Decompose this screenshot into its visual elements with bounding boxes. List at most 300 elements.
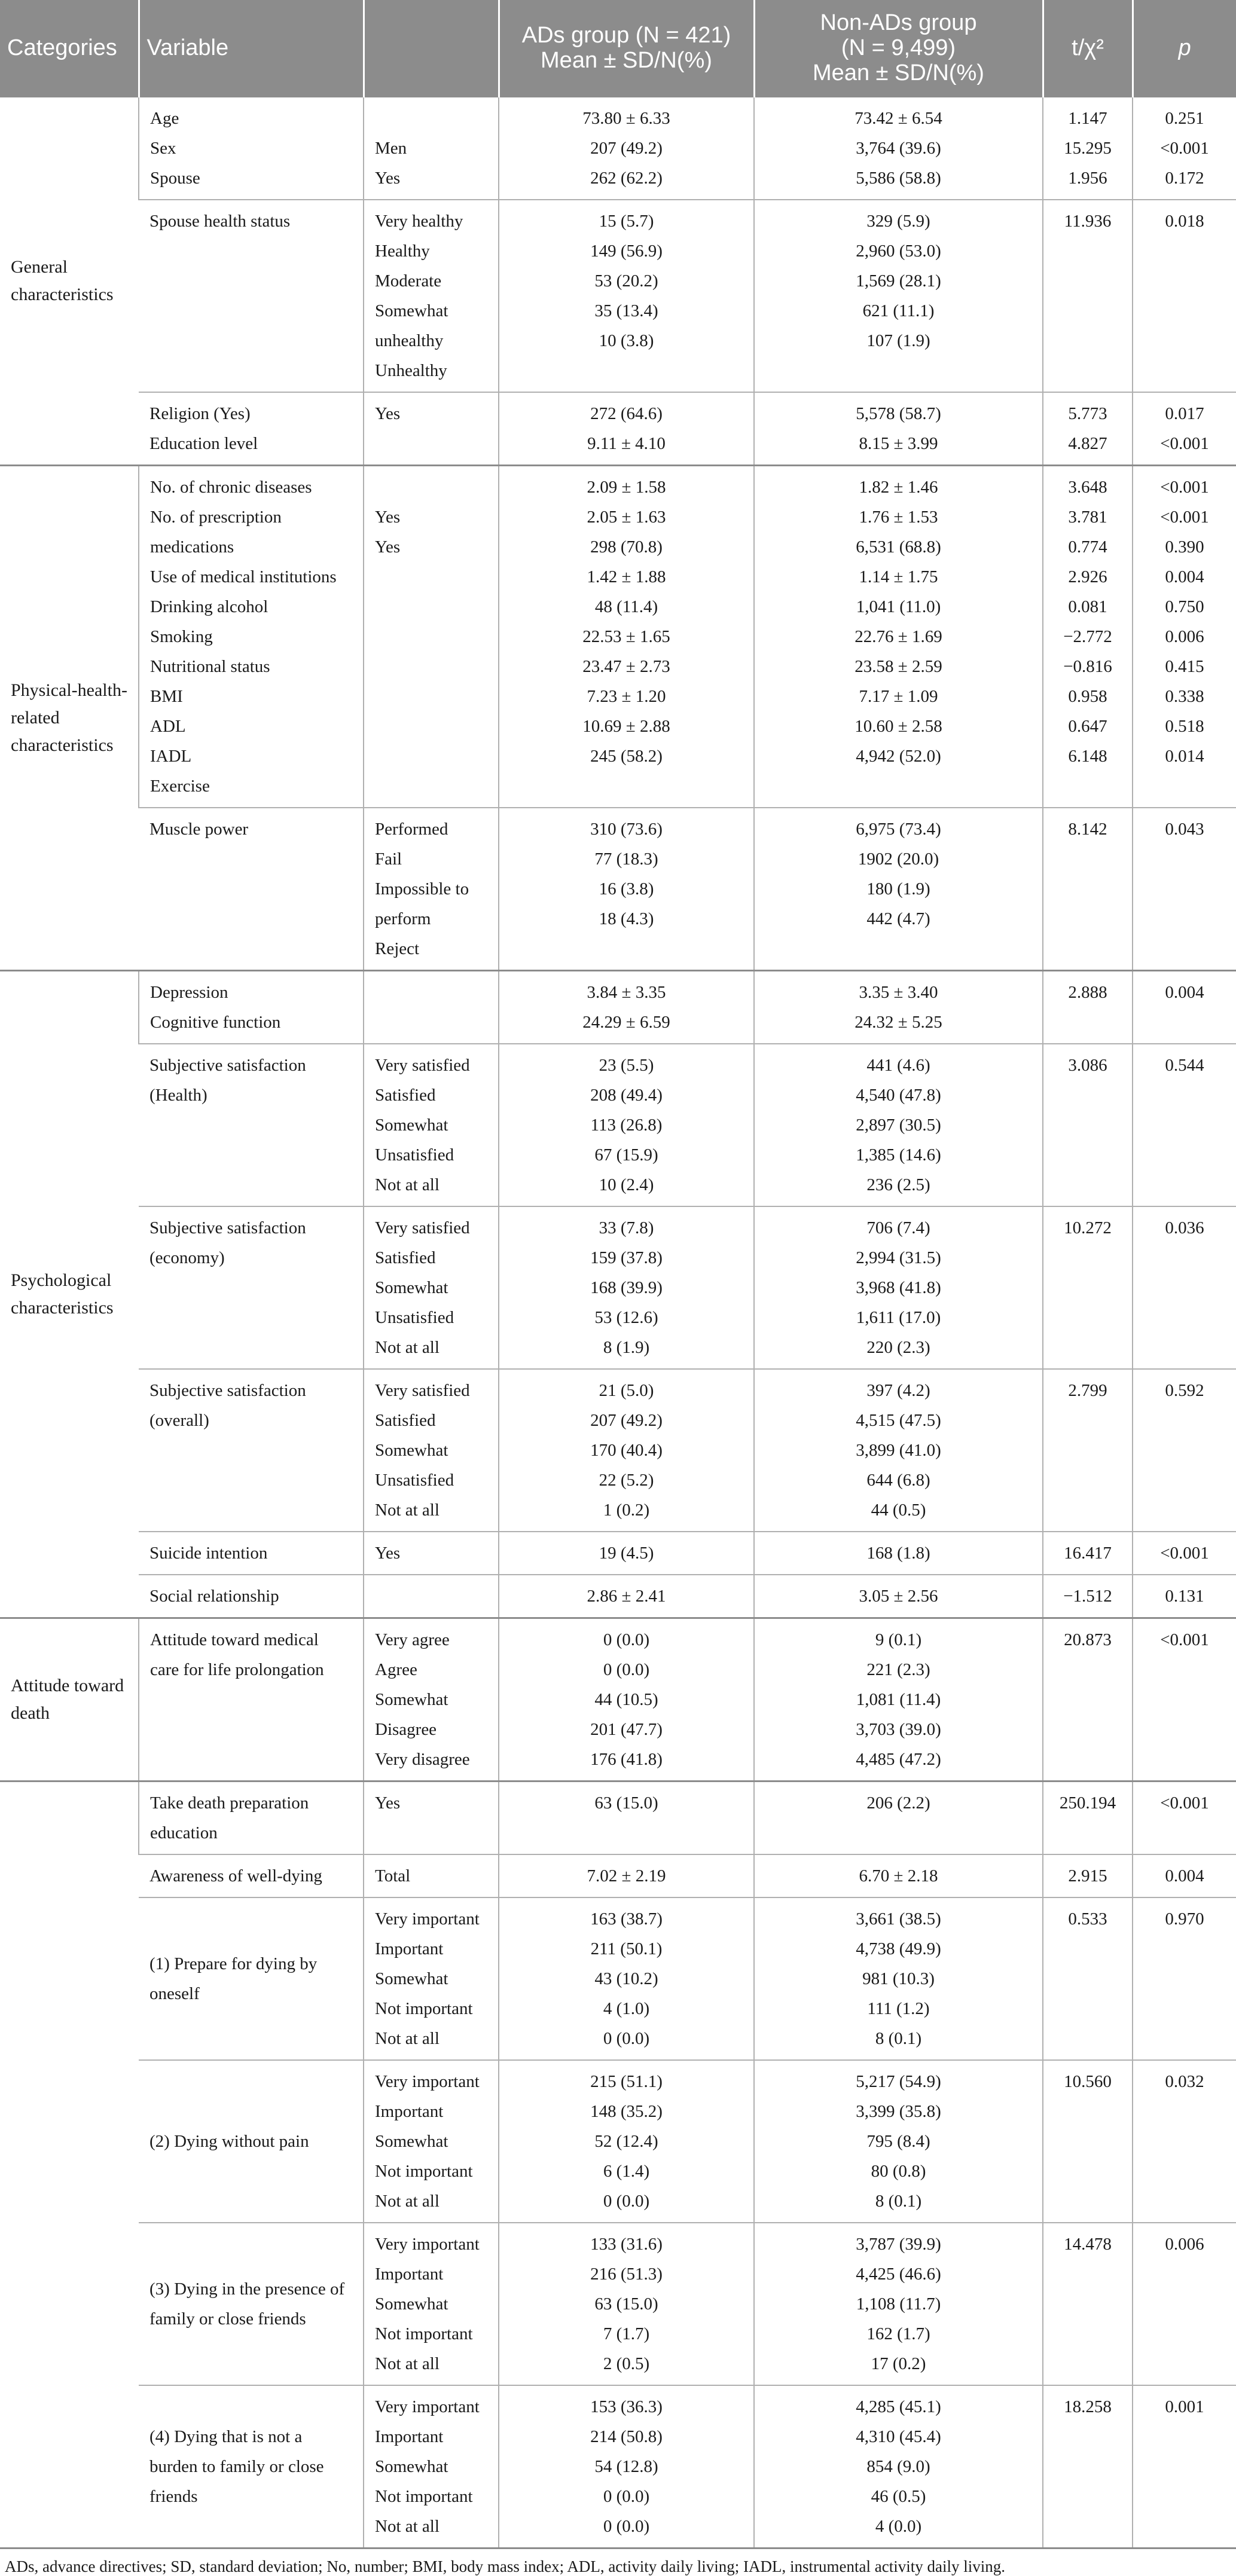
p-value-cell-line bbox=[1144, 771, 1225, 801]
category-cell: Attitude toward death bbox=[0, 1618, 139, 1781]
statistic-cell-line: 1.147 bbox=[1068, 109, 1107, 128]
ads-value-cell bbox=[499, 1206, 754, 1369]
non-ads-value-cell-line: 8 (0.1) bbox=[875, 2029, 922, 2048]
p-value-cell-line: 0.251 bbox=[1165, 109, 1204, 128]
ads-value-cell-line: 176 (41.8) bbox=[590, 1750, 663, 1769]
non-ads-value-cell-line: 4,738 (49.9) bbox=[856, 1939, 941, 1958]
statistic-cell-line: 0.774 bbox=[1068, 537, 1107, 557]
table-row bbox=[0, 1532, 1236, 1575]
p-value-cell bbox=[1133, 1575, 1236, 1618]
non-ads-value-cell bbox=[754, 1206, 1043, 1369]
sub-level-cell bbox=[364, 2385, 499, 2547]
variable-cell-line: (4) Dying that is not a bbox=[149, 2427, 303, 2446]
sub-level-cell bbox=[364, 971, 499, 1044]
sub-level-cell bbox=[364, 1532, 499, 1575]
variable-cell-line: Subjective satisfaction bbox=[149, 1218, 306, 1237]
p-value-cell-line: 0.014 bbox=[1165, 747, 1204, 766]
non-ads-value-cell bbox=[754, 1897, 1043, 2060]
ads-value-cell-line: 0 (0.0) bbox=[603, 2517, 650, 2536]
header-variable: Variable bbox=[139, 0, 364, 97]
p-value-cell-line: 0.004 bbox=[1165, 567, 1204, 586]
ads-value-cell-line: 1 (0.2) bbox=[603, 1501, 650, 1520]
ads-value-cell-line: 262 (62.2) bbox=[590, 169, 663, 188]
variable-cell-line: Subjective satisfaction bbox=[149, 1056, 306, 1075]
category-cell: Psychological characteristics bbox=[0, 971, 139, 1618]
sub-level-cell-line: Somewhat bbox=[375, 1278, 448, 1297]
sub-level-cell-line: Not important bbox=[375, 2487, 473, 2506]
ads-value-cell-line bbox=[510, 356, 743, 386]
p-value-cell bbox=[1133, 1781, 1236, 1855]
statistic-cell-line: 10.272 bbox=[1064, 1218, 1112, 1237]
ads-value-cell-line: 22.53 ± 1.65 bbox=[582, 627, 670, 646]
p-value-cell bbox=[1133, 1044, 1236, 1206]
p-value-cell-line bbox=[1144, 1007, 1225, 1037]
ads-value-cell-line: 215 (51.1) bbox=[590, 2072, 663, 2091]
non-ads-value-cell-line: 329 (5.9) bbox=[866, 212, 930, 231]
non-ads-value-cell-line: 3,703 (39.0) bbox=[856, 1720, 941, 1739]
ads-value-cell-line: 0 (0.0) bbox=[603, 2029, 650, 2048]
variable-cell-line: Sex bbox=[150, 139, 176, 158]
sub-level-cell-line bbox=[375, 622, 487, 652]
sub-level-cell-line: Not important bbox=[375, 1999, 473, 2018]
table-row bbox=[0, 466, 1236, 808]
variable-cell-line: (Health) bbox=[149, 1086, 207, 1105]
statistic-cell-line: 2.915 bbox=[1068, 1866, 1107, 1886]
variable-cell-line: friends bbox=[149, 2487, 198, 2506]
p-value-cell-line: 0.338 bbox=[1165, 687, 1204, 706]
statistic-cell bbox=[1043, 808, 1133, 971]
non-ads-value-cell-line: 46 (0.5) bbox=[871, 2487, 926, 2506]
non-ads-value-cell-line: 24.32 ± 5.25 bbox=[854, 1013, 942, 1032]
p-value-cell bbox=[1133, 1618, 1236, 1781]
p-value-cell bbox=[1133, 97, 1236, 200]
statistic-cell-line: 6.148 bbox=[1068, 747, 1107, 766]
variable-cell-line: Spouse health status bbox=[149, 212, 291, 231]
sub-level-cell-line: Not important bbox=[375, 2162, 473, 2181]
variable-cell bbox=[139, 808, 364, 971]
ads-value-cell-line: 18 (4.3) bbox=[599, 909, 654, 928]
variable-cell-line: Social relationship bbox=[149, 1587, 279, 1606]
sub-level-cell-line: Very disagree bbox=[375, 1750, 470, 1769]
p-value-cell bbox=[1133, 200, 1236, 392]
variable-cell bbox=[139, 200, 364, 392]
sub-level-cell bbox=[364, 200, 499, 392]
ads-value-cell-line: 207 (49.2) bbox=[590, 1411, 663, 1430]
non-ads-value-cell bbox=[754, 1044, 1043, 1206]
variable-cell bbox=[139, 1206, 364, 1369]
ads-value-cell-line: 1.42 ± 1.88 bbox=[587, 567, 666, 586]
table-row bbox=[0, 1618, 1236, 1781]
variable-cell bbox=[139, 1369, 364, 1532]
sub-level-cell-line: Unsatisfied bbox=[375, 1308, 454, 1327]
ads-value-cell-line: 9.11 ± 4.10 bbox=[587, 434, 666, 453]
ads-value-cell-line: 73.80 ± 6.33 bbox=[582, 109, 670, 128]
ads-value-cell-line: 3.84 ± 3.35 bbox=[587, 983, 666, 1002]
sub-level-cell bbox=[364, 1897, 499, 2060]
non-ads-value-cell bbox=[754, 2060, 1043, 2223]
statistic-cell-line: 16.417 bbox=[1064, 1544, 1112, 1563]
non-ads-value-cell-line: 644 (6.8) bbox=[866, 1471, 930, 1490]
sub-level-cell-line: Very important bbox=[375, 1909, 480, 1929]
non-ads-value-cell-line: 1.14 ± 1.75 bbox=[859, 567, 938, 586]
table-row bbox=[0, 97, 1236, 200]
sub-level-cell-line: Total bbox=[375, 1866, 411, 1886]
ads-value-cell-line: 54 (12.8) bbox=[594, 2457, 658, 2476]
sub-level-cell-line: Unsatisfied bbox=[375, 1471, 454, 1490]
sub-level-cell-spacer bbox=[375, 1818, 487, 1848]
sub-level-cell-line: Reject bbox=[375, 939, 420, 958]
header-categories: Categories bbox=[0, 0, 139, 97]
statistic-cell-line: 14.478 bbox=[1064, 2235, 1112, 2254]
ads-value-cell bbox=[499, 1044, 754, 1206]
non-ads-value-cell-line: 4,515 (47.5) bbox=[856, 1411, 941, 1430]
non-ads-value-cell-line: 8 (0.1) bbox=[875, 2192, 922, 2211]
variable-cell-line: care for life prolongation bbox=[150, 1660, 324, 1679]
non-ads-value-cell-line: 206 (2.2) bbox=[866, 1793, 930, 1813]
ads-value-cell-line: 2.86 ± 2.41 bbox=[587, 1587, 666, 1606]
sub-level-cell-line: Impossible to bbox=[375, 879, 469, 899]
non-ads-value-cell-line: 162 (1.7) bbox=[866, 2324, 930, 2343]
non-ads-value-cell-line: 441 (4.6) bbox=[866, 1056, 930, 1075]
sub-level-cell-line: Disagree bbox=[375, 1720, 437, 1739]
non-ads-value-cell-line: 397 (4.2) bbox=[866, 1381, 930, 1400]
ads-value-cell-line: 23 (5.5) bbox=[599, 1056, 654, 1075]
ads-value-cell-line: 310 (73.6) bbox=[590, 820, 663, 839]
statistic-cell-line: 3.781 bbox=[1068, 508, 1107, 527]
sub-level-cell-line bbox=[375, 562, 487, 592]
non-ads-value-cell-line: 4,540 (47.8) bbox=[856, 1086, 941, 1105]
sub-level-cell-line: Healthy bbox=[375, 242, 430, 261]
p-value-cell-line: <0.001 bbox=[1160, 139, 1209, 158]
p-value-cell bbox=[1133, 2060, 1236, 2223]
statistic-cell bbox=[1043, 1618, 1133, 1781]
ads-value-cell-line: 113 (26.8) bbox=[590, 1116, 663, 1135]
ads-value-cell-line: 10.69 ± 2.88 bbox=[582, 717, 670, 736]
ads-value-cell-line: 16 (3.8) bbox=[599, 879, 654, 899]
variable-cell-line: (overall) bbox=[149, 1411, 209, 1430]
sub-level-cell-line: Yes bbox=[375, 508, 401, 527]
sub-level-cell bbox=[364, 97, 499, 200]
non-ads-value-cell-line: 3,399 (35.8) bbox=[856, 2102, 941, 2121]
statistic-cell bbox=[1043, 200, 1133, 392]
non-ads-value-cell bbox=[754, 808, 1043, 971]
non-ads-value-cell bbox=[754, 200, 1043, 392]
ads-value-cell-line: 0 (0.0) bbox=[603, 1630, 650, 1649]
non-ads-value-cell-line: 8.15 ± 3.99 bbox=[859, 434, 938, 453]
statistic-cell-line: 5.773 bbox=[1068, 404, 1107, 423]
variable-cell-line: Spouse bbox=[150, 169, 200, 188]
ads-value-cell-line: 153 (36.3) bbox=[590, 2397, 663, 2416]
non-ads-value-cell-line: 9 (0.1) bbox=[875, 1630, 922, 1649]
statistic-cell-line: 1.956 bbox=[1068, 169, 1107, 188]
ads-value-cell-line: 245 (58.2) bbox=[590, 747, 663, 766]
non-ads-value-cell-line: 1,081 (11.4) bbox=[856, 1690, 941, 1709]
variable-cell bbox=[139, 1897, 364, 2060]
variable-cell-line: burden to family or close bbox=[149, 2457, 324, 2476]
ads-value-cell-line: 19 (4.5) bbox=[599, 1544, 654, 1563]
non-ads-value-cell-line: 706 (7.4) bbox=[866, 1218, 930, 1237]
sub-level-cell-line: Very healthy bbox=[375, 212, 463, 231]
statistic-cell-line: 0.081 bbox=[1068, 597, 1107, 616]
non-ads-value-cell-line: 180 (1.9) bbox=[866, 879, 930, 899]
sub-level-cell-line: Very important bbox=[375, 2397, 480, 2416]
non-ads-value-cell-line: 5,586 (58.8) bbox=[856, 169, 941, 188]
non-ads-value-cell bbox=[754, 2385, 1043, 2547]
ads-value-cell-line: 208 (49.4) bbox=[590, 1086, 663, 1105]
p-value-cell-line: 0.415 bbox=[1165, 657, 1204, 676]
variable-cell bbox=[139, 1781, 364, 1855]
statistic-cell bbox=[1043, 2385, 1133, 2547]
non-ads-value-cell-line: 44 (0.5) bbox=[871, 1501, 926, 1520]
variable-cell bbox=[139, 1854, 364, 1897]
non-ads-value-cell bbox=[754, 1575, 1043, 1618]
header-p-value: p bbox=[1133, 0, 1236, 97]
variable-cell-line: family or close friends bbox=[149, 2309, 306, 2329]
category-cell bbox=[0, 1781, 139, 2548]
non-ads-value-cell bbox=[754, 1781, 1043, 1855]
sub-level-cell-line: unhealthy bbox=[375, 331, 444, 350]
table-row bbox=[0, 2060, 1236, 2223]
ads-value-cell-line: 148 (35.2) bbox=[590, 2102, 663, 2121]
sub-level-cell-line: Important bbox=[375, 1939, 444, 1958]
variable-cell-line: Cognitive function bbox=[150, 1013, 281, 1032]
statistic-cell-line: 250.194 bbox=[1059, 1793, 1116, 1813]
p-value-cell-line: 0.390 bbox=[1165, 537, 1204, 557]
statistic-cell-line: 8.142 bbox=[1068, 820, 1107, 839]
sub-level-cell-line: Somewhat bbox=[375, 1441, 448, 1460]
p-value-cell-line: 0.970 bbox=[1165, 1909, 1204, 1929]
non-ads-value-cell-line: 1902 (20.0) bbox=[857, 850, 939, 869]
statistic-cell-line bbox=[1054, 1007, 1121, 1037]
ads-value-cell-line: 2 (0.5) bbox=[603, 2354, 650, 2373]
variable-cell bbox=[139, 392, 364, 466]
statistic-cell-line: −2.772 bbox=[1063, 627, 1112, 646]
ads-value-cell-line: 6 (1.4) bbox=[603, 2162, 650, 2181]
sub-level-cell bbox=[364, 1044, 499, 1206]
table-row bbox=[0, 1369, 1236, 1532]
ads-value-cell-line: 2.09 ± 1.58 bbox=[587, 478, 666, 497]
ads-value-cell bbox=[499, 97, 754, 200]
sub-level-cell-line: Yes bbox=[375, 1793, 401, 1813]
p-value-cell-line: 0.001 bbox=[1165, 2397, 1204, 2416]
ads-value-cell bbox=[499, 1532, 754, 1575]
non-ads-value-cell-line: 854 (9.0) bbox=[866, 2457, 930, 2476]
statistic-cell bbox=[1043, 1897, 1133, 2060]
non-ads-value-cell bbox=[754, 97, 1043, 200]
non-ads-value-cell-line: 3,899 (41.0) bbox=[856, 1441, 941, 1460]
statistic-cell bbox=[1043, 1575, 1133, 1618]
non-ads-value-cell-line: 5,217 (54.9) bbox=[856, 2072, 941, 2091]
statistic-cell-line bbox=[1054, 771, 1121, 801]
header-row bbox=[0, 0, 1236, 97]
p-value-cell-line: 0.043 bbox=[1165, 820, 1204, 839]
sub-level-cell-line bbox=[375, 711, 487, 741]
sub-level-cell-line: Very important bbox=[375, 2072, 480, 2091]
sub-level-cell-line: Important bbox=[375, 2427, 444, 2446]
non-ads-value-cell bbox=[754, 1854, 1043, 1897]
sub-level-cell-line: Important bbox=[375, 2265, 444, 2284]
statistic-cell-line: 10.560 bbox=[1064, 2072, 1112, 2091]
non-ads-value-cell-line: 2,897 (30.5) bbox=[856, 1116, 941, 1135]
non-ads-value-cell-line: 1.76 ± 1.53 bbox=[859, 508, 938, 527]
statistic-cell-line: 15.295 bbox=[1064, 139, 1112, 158]
non-ads-value-cell-line: 3,661 (38.5) bbox=[856, 1909, 941, 1929]
sub-level-cell-line: Somewhat bbox=[375, 2294, 448, 2314]
variable-cell-line: Nutritional status bbox=[150, 657, 270, 676]
ads-value-cell-line: 0 (0.0) bbox=[603, 1660, 650, 1679]
non-ads-value-cell-line: 6,975 (73.4) bbox=[856, 820, 941, 839]
ads-value-cell bbox=[499, 466, 754, 808]
p-value-cell bbox=[1133, 1897, 1236, 2060]
p-value-cell bbox=[1133, 1206, 1236, 1369]
table-row bbox=[0, 200, 1236, 392]
variable-cell-line: BMI bbox=[150, 687, 183, 706]
header-sub bbox=[364, 0, 499, 97]
p-value-cell bbox=[1133, 466, 1236, 808]
non-ads-value-cell-line: 1,385 (14.6) bbox=[856, 1145, 941, 1165]
non-ads-value-cell-line: 1,569 (28.1) bbox=[856, 271, 941, 291]
non-ads-value-cell-line: 2,960 (53.0) bbox=[856, 242, 941, 261]
non-ads-value-cell-line: 3,968 (41.8) bbox=[856, 1278, 941, 1297]
variable-cell-line: Smoking bbox=[150, 627, 213, 646]
sub-level-cell-line: Agree bbox=[375, 1660, 417, 1679]
sub-level-cell bbox=[364, 1618, 499, 1781]
statistic-cell bbox=[1043, 1044, 1133, 1206]
non-ads-value-cell-line: 80 (0.8) bbox=[871, 2162, 926, 2181]
ads-value-cell-line: 163 (38.7) bbox=[590, 1909, 663, 1929]
p-value-cell bbox=[1133, 392, 1236, 466]
p-value-cell-line: 0.036 bbox=[1165, 1218, 1204, 1237]
ads-value-cell-line: 10 (2.4) bbox=[599, 1175, 654, 1194]
ads-value-cell-line: 201 (47.7) bbox=[590, 1720, 663, 1739]
non-ads-value-cell-line bbox=[765, 356, 1031, 386]
variable-cell bbox=[139, 1575, 364, 1618]
non-ads-value-cell-line: 4,310 (45.4) bbox=[856, 2427, 941, 2446]
sub-level-cell-line: Yes bbox=[375, 537, 401, 557]
ads-value-cell-line: 272 (64.6) bbox=[590, 404, 663, 423]
header-non-ads-line2: (N = 9,499) bbox=[841, 35, 956, 60]
sub-level-cell bbox=[364, 1781, 499, 1855]
category-cell: General characteristics bbox=[0, 97, 139, 466]
ads-value-cell bbox=[499, 1575, 754, 1618]
statistic-cell-line: 3.086 bbox=[1068, 1056, 1107, 1075]
p-value-cell-line: 0.131 bbox=[1165, 1587, 1204, 1606]
sub-level-cell-line: Yes bbox=[375, 404, 401, 423]
ads-value-cell bbox=[499, 971, 754, 1044]
statistic-cell bbox=[1043, 392, 1133, 466]
p-value-cell-line: 0.518 bbox=[1165, 717, 1204, 736]
sub-level-cell bbox=[364, 392, 499, 466]
statistic-cell-line: 4.827 bbox=[1068, 434, 1107, 453]
sub-level-cell-line: Not important bbox=[375, 2324, 473, 2343]
non-ads-value-cell-line: 4 (0.0) bbox=[875, 2517, 922, 2536]
ads-value-cell-line: 63 (15.0) bbox=[594, 1793, 658, 1813]
statistic-cell-line: 2.799 bbox=[1068, 1381, 1107, 1400]
variable-cell-line: No. of chronic diseases bbox=[150, 478, 312, 497]
p-value-cell-line: 0.750 bbox=[1165, 597, 1204, 616]
variable-cell-line: education bbox=[150, 1823, 218, 1842]
statistic-cell-line: 0.958 bbox=[1068, 687, 1107, 706]
variable-cell bbox=[139, 1532, 364, 1575]
ads-value-cell-line: 216 (51.3) bbox=[590, 2265, 663, 2284]
non-ads-value-cell-line: 1,108 (11.7) bbox=[856, 2294, 941, 2314]
variable-cell-line: medications bbox=[150, 537, 234, 557]
ads-value-cell bbox=[499, 1781, 754, 1855]
variable-cell bbox=[139, 2223, 364, 2385]
ads-value-cell-line: 67 (15.9) bbox=[594, 1145, 658, 1165]
non-ads-value-cell-line: 17 (0.2) bbox=[871, 2354, 926, 2373]
table-row bbox=[0, 1897, 1236, 2060]
sub-level-cell-line bbox=[375, 682, 487, 711]
non-ads-value-cell-line: 220 (2.3) bbox=[866, 1338, 930, 1357]
ads-value-cell-line: 2.05 ± 1.63 bbox=[587, 508, 666, 527]
sub-level-cell bbox=[364, 808, 499, 971]
non-ads-value-cell bbox=[754, 392, 1043, 466]
statistic-cell bbox=[1043, 2060, 1133, 2223]
ads-value-cell bbox=[499, 808, 754, 971]
statistic-cell bbox=[1043, 1781, 1133, 1855]
non-ads-value-cell-line: 1,611 (17.0) bbox=[856, 1308, 941, 1327]
sub-level-cell-line: perform bbox=[375, 909, 431, 928]
statistic-cell bbox=[1043, 1369, 1133, 1532]
ads-value-cell-line: 10 (3.8) bbox=[599, 331, 654, 350]
ads-value-cell-line: 44 (10.5) bbox=[594, 1690, 658, 1709]
ads-value-cell-line: 35 (13.4) bbox=[594, 301, 658, 320]
non-ads-value-cell-line: 981 (10.3) bbox=[862, 1969, 935, 1988]
ads-value-cell bbox=[499, 1854, 754, 1897]
p-value-cell bbox=[1133, 1532, 1236, 1575]
ads-value-cell bbox=[499, 200, 754, 392]
table-footnote: ADs, advance directives; SD, standard deviation; No, number; BMI, body mass index; ADL, activity daily living; IADL, instrumental activity daily living. bbox=[0, 2547, 1236, 2576]
header-non-ads-line1: Non-ADs group bbox=[820, 10, 977, 35]
ads-value-cell-line: 0 (0.0) bbox=[603, 2192, 650, 2211]
p-value-cell-line: <0.001 bbox=[1160, 478, 1209, 497]
p-value-cell-line: 0.004 bbox=[1165, 1866, 1204, 1886]
statistic-cell bbox=[1043, 466, 1133, 808]
non-ads-value-cell-line: 22.76 ± 1.69 bbox=[854, 627, 942, 646]
non-ads-value-cell-line: 1,041 (11.0) bbox=[856, 597, 941, 616]
p-value-cell bbox=[1133, 1369, 1236, 1532]
non-ads-value-cell-line: 221 (2.3) bbox=[866, 1660, 930, 1679]
sub-level-cell bbox=[364, 2223, 499, 2385]
sub-level-cell-line: Unsatisfied bbox=[375, 1145, 454, 1165]
statistic-cell-line: 0.533 bbox=[1068, 1909, 1107, 1929]
ads-value-cell-line: 43 (10.2) bbox=[594, 1969, 658, 1988]
non-ads-value-cell-line: 3.05 ± 2.56 bbox=[859, 1587, 938, 1606]
variable-cell-line: Awareness of well-dying bbox=[149, 1866, 322, 1886]
table-row bbox=[0, 392, 1236, 466]
non-ads-value-cell bbox=[754, 1532, 1043, 1575]
sub-level-cell-line bbox=[375, 771, 487, 801]
variable-cell-line: Drinking alcohol bbox=[150, 597, 268, 616]
ads-value-cell-line: 170 (40.4) bbox=[590, 1441, 663, 1460]
ads-value-cell-line: 24.29 ± 6.59 bbox=[582, 1013, 670, 1032]
sub-level-cell-line: Unhealthy bbox=[375, 361, 447, 380]
ads-value-cell-line: 0 (0.0) bbox=[603, 2487, 650, 2506]
sub-level-cell-line: Not at all bbox=[375, 2517, 440, 2536]
header-statistic: t/χ² bbox=[1043, 0, 1133, 97]
ads-value-cell-line: 298 (70.8) bbox=[590, 537, 663, 557]
non-ads-value-cell bbox=[754, 1369, 1043, 1532]
statistic-cell bbox=[1043, 1206, 1133, 1369]
variable-cell bbox=[139, 1044, 364, 1206]
variable-cell-line: Religion (Yes) bbox=[149, 404, 251, 423]
non-ads-value-cell-line: 6,531 (68.8) bbox=[856, 537, 941, 557]
category-cell: Physical-health-related characteristics bbox=[0, 466, 139, 971]
non-ads-value-cell-line: 3,764 (39.6) bbox=[856, 139, 941, 158]
non-ads-value-cell-line: 4,425 (46.6) bbox=[856, 2265, 941, 2284]
sub-level-cell-line: Not at all bbox=[375, 1501, 440, 1520]
